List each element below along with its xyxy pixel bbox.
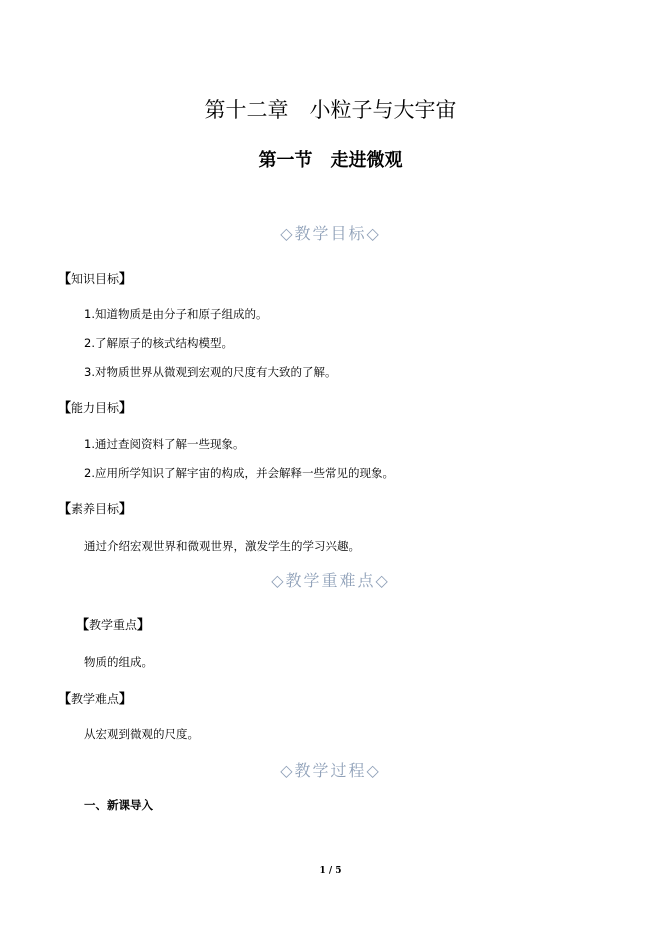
- bracket-open: 【: [58, 272, 72, 287]
- page-number: 1 / 5: [319, 866, 342, 876]
- bracket-close: 】: [119, 272, 133, 287]
- process-heading: ◇教学过程◇: [280, 761, 381, 780]
- bracket-open: 【: [58, 401, 72, 416]
- section-title: 第一节 走进微观: [258, 150, 403, 171]
- ability-item: 2.应用所学知识了解宇宙的构成，并会解释一些常见的现象。: [84, 466, 394, 480]
- knowledge-objectives-label: [58, 270, 132, 289]
- ability-objectives-label: [58, 399, 132, 418]
- knowledge-item: 3.对物质世界从微观到宏观的尺度有大致的了解。: [84, 365, 337, 379]
- new-lesson-intro: 一、新课导入: [84, 798, 153, 812]
- difficult-point-label: [58, 690, 132, 709]
- literacy-item: 通过介绍宏观世界和微观世界，激发学生的学习兴趣。: [84, 539, 360, 553]
- literacy-objectives-label: [58, 500, 132, 519]
- bracket-close: 】: [119, 692, 133, 707]
- bracket-close: 】: [137, 618, 151, 633]
- objectives-heading: ◇教学目标◇: [280, 224, 381, 243]
- bracket-open: 【: [76, 618, 90, 633]
- knowledge-item: 1.知道物质是由分子和原子组成的。: [84, 307, 268, 321]
- knowledge-item: 2.了解原子的核式结构模型。: [84, 336, 233, 350]
- key-point-text: 物质的组成。: [84, 655, 153, 669]
- bracket-open: 【: [58, 692, 72, 707]
- knowledge-label-text: 知识目标: [71, 272, 120, 286]
- difficult-point-label-text: 教学难点: [71, 692, 120, 706]
- literacy-label-text: 素养目标: [71, 502, 120, 516]
- key-point-label-text: 教学重点: [89, 618, 138, 632]
- bracket-close: 】: [119, 401, 133, 416]
- difficult-point-text: 从宏观到微观的尺度。: [84, 727, 199, 741]
- bracket-open: 【: [58, 502, 72, 517]
- bracket-close: 】: [119, 502, 133, 517]
- key-points-heading: ◇教学重难点◇: [271, 571, 390, 590]
- chapter-title: 第十二章 小粒子与大宇宙: [204, 98, 457, 122]
- key-point-label: [76, 616, 150, 635]
- ability-item: 1.通过查阅资料了解一些现象。: [84, 437, 245, 451]
- ability-label-text: 能力目标: [71, 401, 120, 415]
